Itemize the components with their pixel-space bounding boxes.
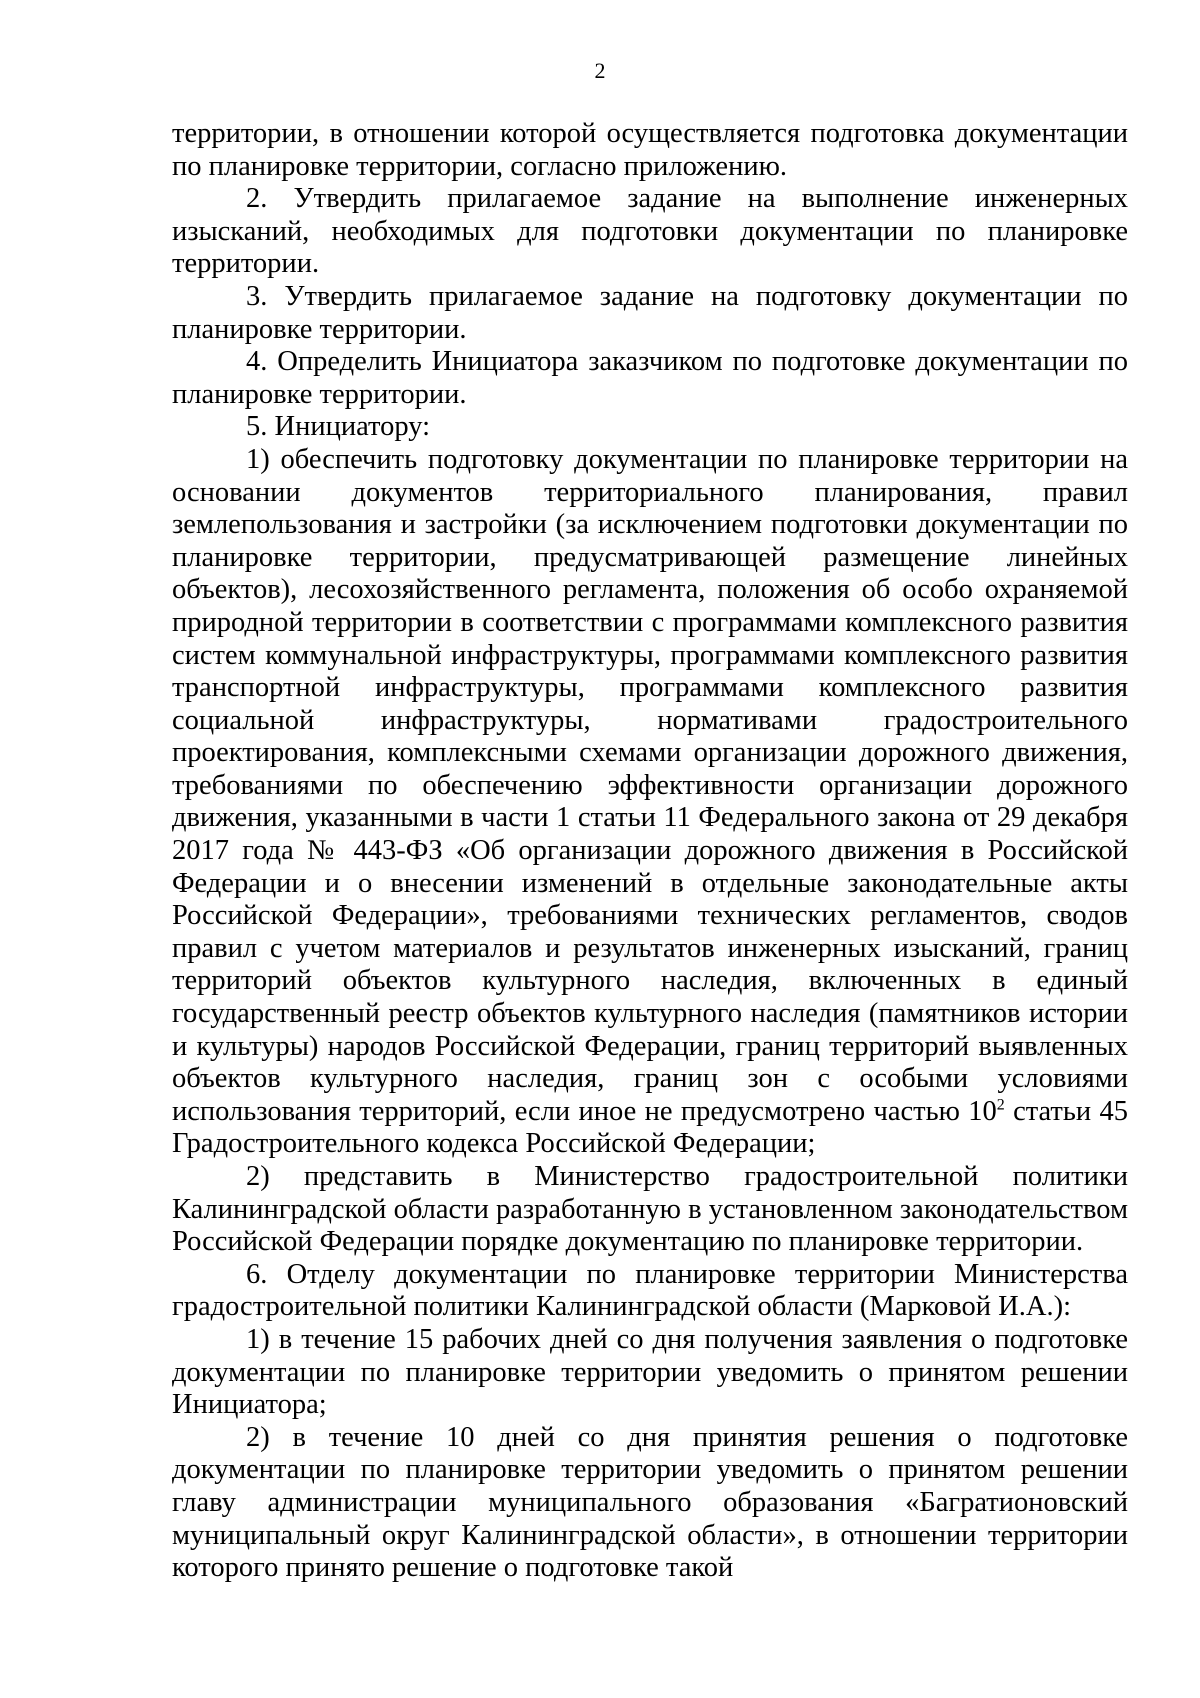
page-number: 2 bbox=[594, 58, 606, 83]
paragraph-continuation: территории, в отношении которой осуществляется подготовка документации по планировке территории, согласно приложению. bbox=[172, 118, 1128, 182]
paragraph-item-6-2: 2) в течение 10 дней со дня принятия решения о подготовке документации по планировке территории уведомить о принятом решении главу администрации муниципального образования «Багратионовский муниципальный округ Калининградской области», в отношении территории которого принято решение о подготовке такой bbox=[172, 1421, 1128, 1584]
paragraph-item-2: 2. Утвердить прилагаемое задание на выполнение инженерных изысканий, необходимых для подготовки документации по планировке территории. bbox=[172, 183, 1128, 280]
paragraph-item-5: 5. Инициатору: bbox=[246, 411, 430, 443]
paragraph-item-5-2: 2) представить в Министерство градостроительной политики Калининградской области разработанную в установленном законодательством Российской Федерации порядке документацию по планировке территории. bbox=[172, 1161, 1128, 1258]
document-body bbox=[172, 118, 1128, 1585]
paragraph-item-3: 3. Утвердить прилагаемое задание на подготовку документации по планировке территории. bbox=[172, 280, 1128, 345]
paragraph-item-5-1 bbox=[172, 444, 1128, 1161]
paragraph-item-6-1: 1) в течение 15 рабочих дней со дня получения заявления о подготовке документации по планировке территории уведомить о принятом решении Инициатора; bbox=[172, 1323, 1128, 1421]
paragraph-item-5-1-tail: статьи 45 Градостроительного кодекса Российской Федерации; bbox=[172, 1095, 1128, 1160]
paragraph-item-4: 4. Определить Инициатора заказчиком по подготовке документации по планировке территории. bbox=[172, 346, 1128, 410]
paragraph-item-6: 6. Отделу документации по планировке территории Министерства градостроительной политики Калининградской области (Марковой И.А.): bbox=[172, 1258, 1128, 1323]
superscript: 2 bbox=[996, 1096, 1005, 1114]
paragraph-item-5-1-text: 1) обеспечить подготовку документации по планировке территории на основании документов территориального планирования, правил землепользования и застройки (за исключением подготовки документации по планировке территории, предусматривающей размещение линейных объектов), лесохозяйственного регламента, положения об особо охраняемой природной территории в соответствии с программами комплексного развития систем коммунальной инфраструктуры, программами комплексного развития транспортной инфраструктуры, программами комплексного развития социальной инфраструктуры, нормативами градостроительного проектирования, комплексными схемами организации дорожного движения, требованиями по обеспечению эффективности организации дорожного движения, указанными в части 1 статьи 11 Федерального закона от 29 декабря 2017 года № 443-ФЗ «Об организации дорожного движения в Российской Федерации и о внесении изменений в отдельные законодательные акты Российской Федерации», требованиями технических регламентов, сводов правил с учетом материалов и результатов инженерных изысканий, границ территорий объектов культурного наследия, включенных в единый государственный реестр объектов культурного наследия (памятников истории и культуры) народов Российской Федерации, границ территорий выявленных объектов культурного наследия, границ зон с особыми условиями использования территорий, если иное не предусмотрено частью 10 bbox=[172, 443, 1128, 1127]
